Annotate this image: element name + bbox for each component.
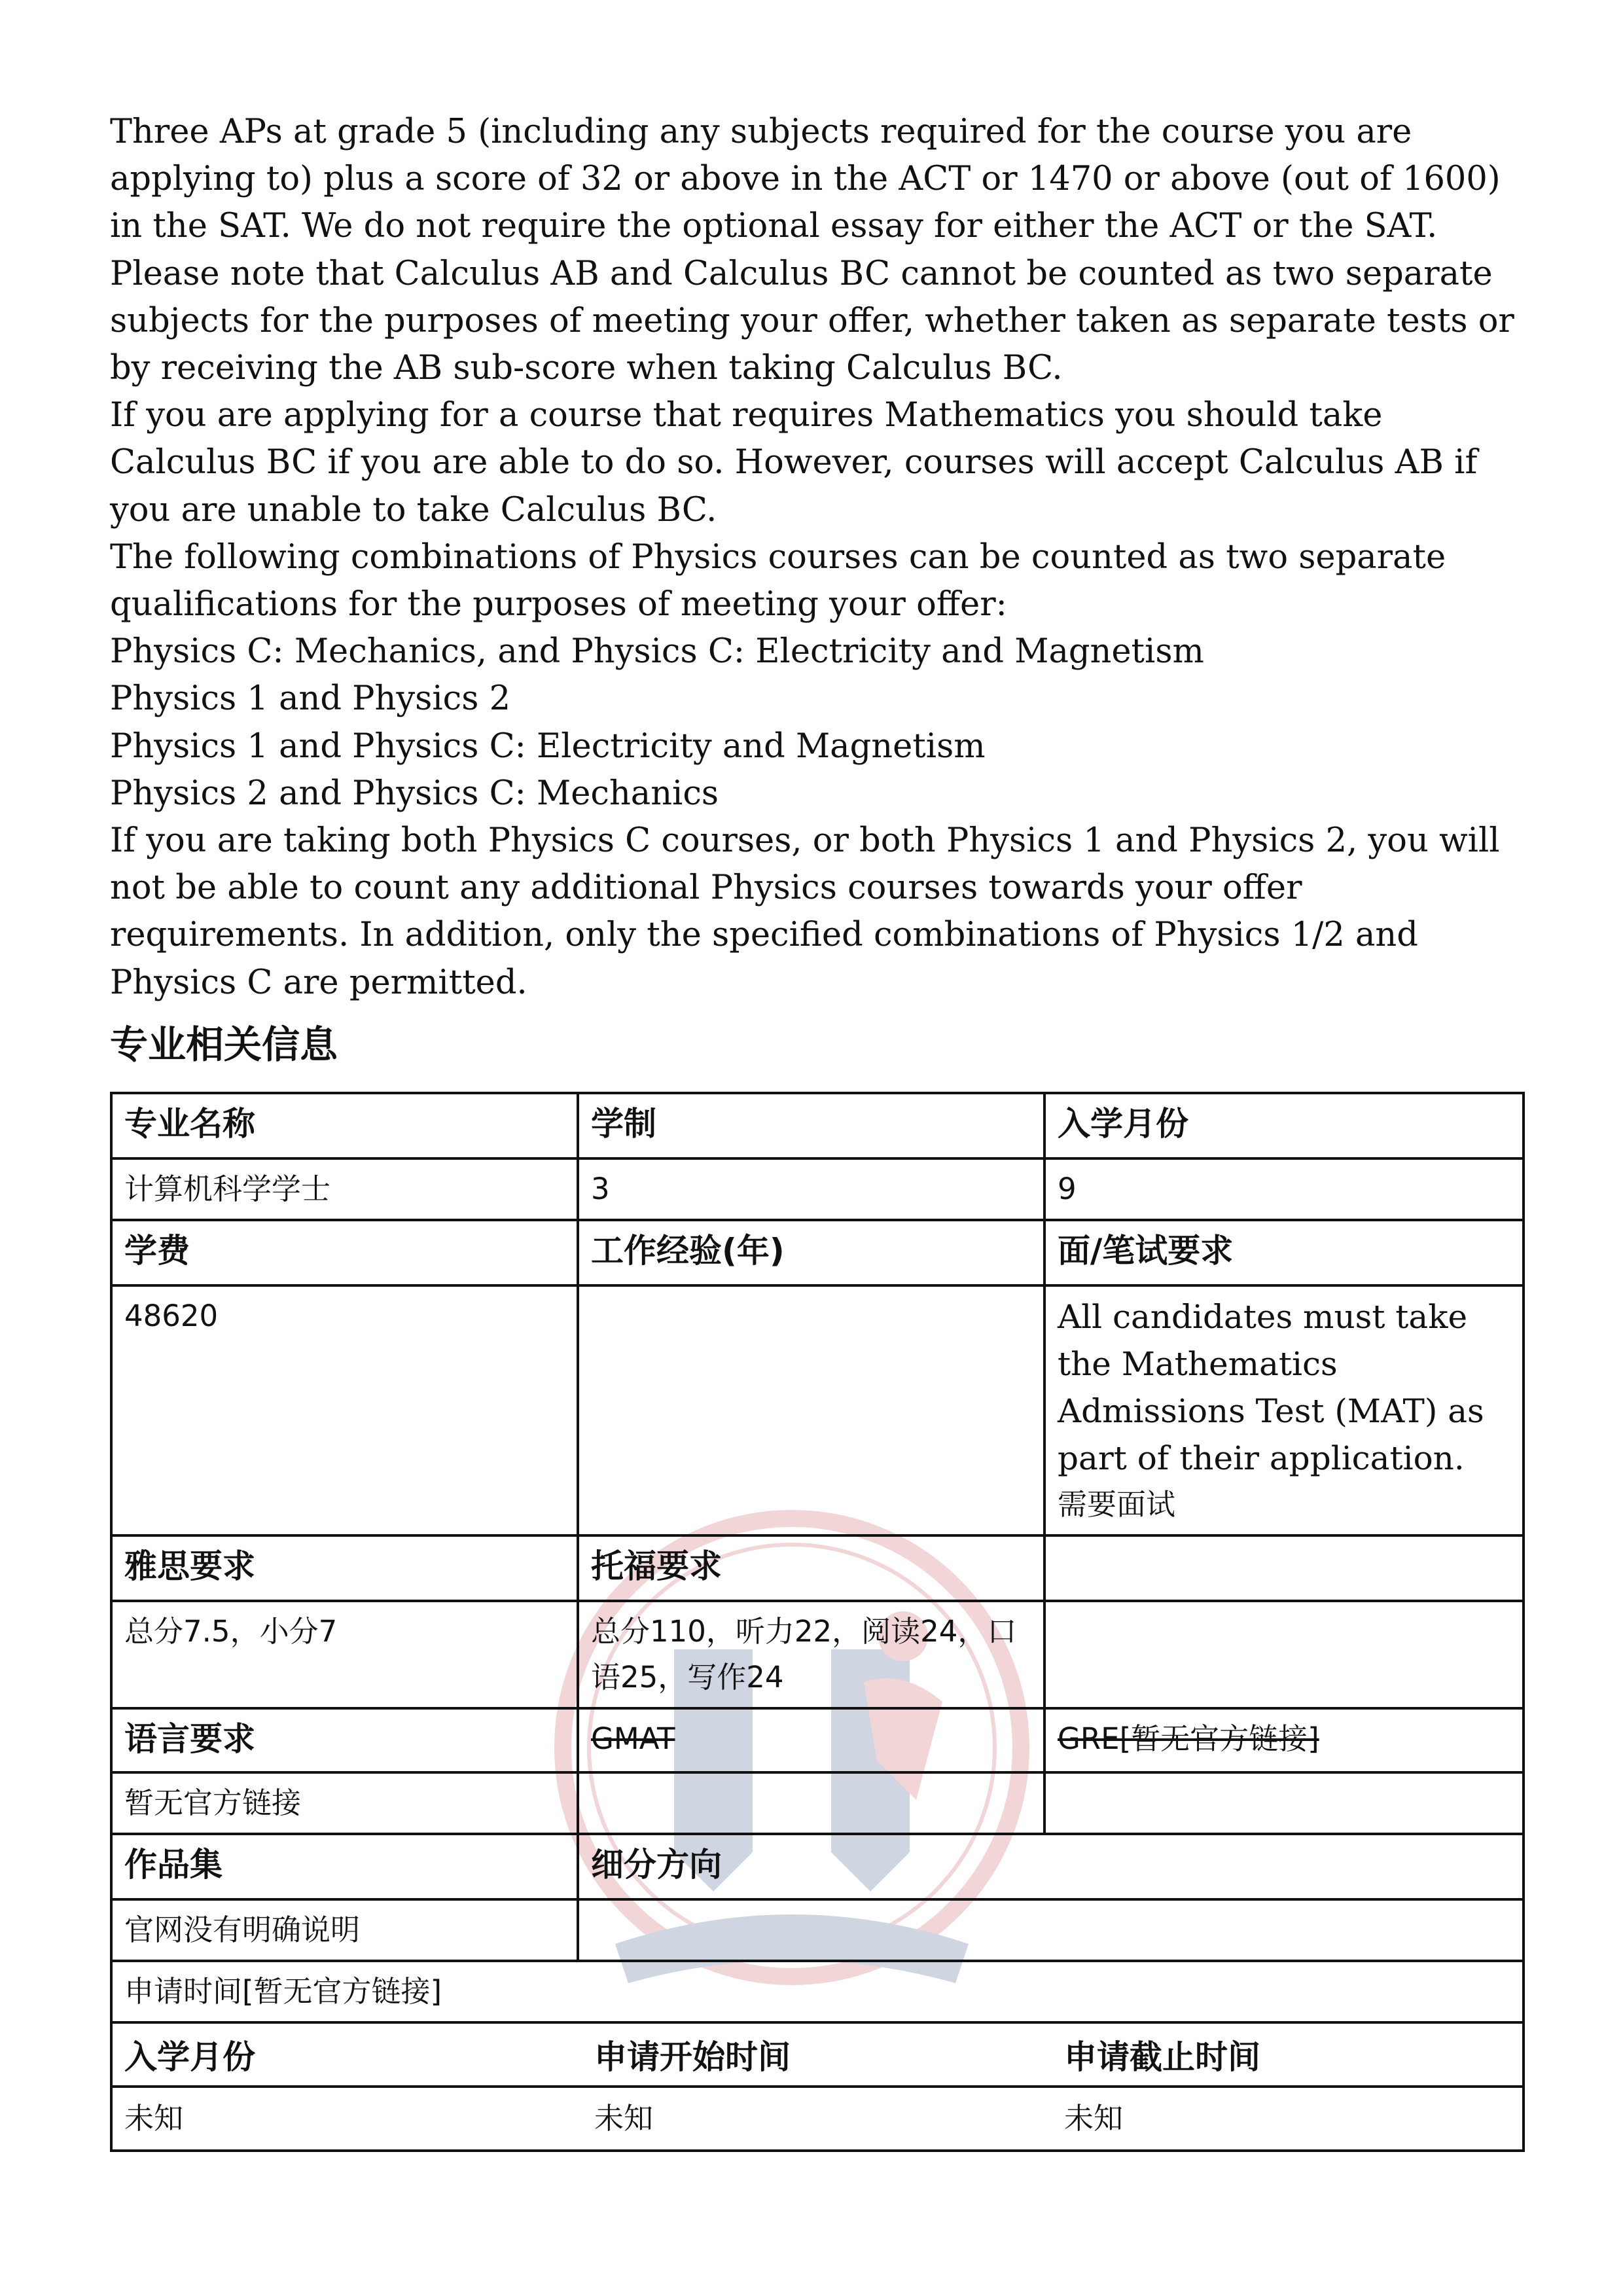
specialization-value [578,1899,1524,1961]
language-label: 语言要求 [111,1708,578,1772]
work-experience-label: 工作经验(年) [578,1220,1044,1285]
interview-requirement-text: All candidates must take the Mathematics Admissions Test (MAT) as part of their application. [1058,1298,1484,1477]
paragraph: Physics C: Mechanics, and Physics C: Electricity and Magnetism [110,632,1204,672]
dates-header-start: 申请开始时间 [582,2024,1052,2087]
interview-label: 面/笔试要求 [1044,1220,1524,1285]
intake-label: 入学月份 [1044,1093,1524,1158]
fee-value: 48620 [111,1285,578,1535]
major-value: 计算机科学学士 [111,1158,578,1220]
interview-value [1044,1285,1524,1535]
dates-value-deadline: 未知 [1064,2101,1124,2136]
paragraph: If you are taking both Physics C courses, or both Physics 1 and Physics 2, you will not be able to count any additional Physics courses towards your offer requirements. In addition, only the specified combinations of Physics 1/2 and Physics C are permitted. [110,821,1500,1002]
fee-label: 学费 [111,1220,578,1285]
dates-header-deadline: 申请截止时间 [1052,2024,1522,2087]
interview-note: 需要面试 [1058,1487,1176,1522]
duration-label: 学制 [578,1093,1044,1158]
toefl-value: 总分110，听力22，阅读24，口语25，写作24 [578,1601,1044,1708]
ielts-label: 雅思要求 [111,1535,578,1601]
empty-cell [1044,1601,1524,1708]
portfolio-label: 作品集 [111,1834,578,1899]
empty-cell [1044,1535,1524,1601]
empty-cell [1044,1772,1524,1834]
application-dates-table [113,2024,1522,2149]
duration-value: 3 [578,1158,1044,1220]
ielts-value: 总分7.5，小分7 [111,1601,578,1708]
gre-label: GRE[暂无官方链接] [1044,1708,1524,1772]
intake-value: 9 [1044,1158,1524,1220]
work-experience-value [578,1285,1044,1535]
program-info-table [110,1092,1525,2152]
application-dates-cell [111,2022,1524,2151]
specialization-label: 细分方向 [578,1834,1524,1899]
entry-requirements-text [110,109,1524,1007]
paragraph: Please note that Calculus AB and Calculus BC cannot be counted as two separate subjects for the purposes of meeting your offer, whether taken as separate tests or by receiving the AB sub-score when taking Calculus BC. [110,254,1514,388]
empty-cell [578,1772,1044,1834]
dates-value-start: 未知 [594,2101,654,2136]
major-label: 专业名称 [111,1093,578,1158]
paragraph: Physics 1 and Physics C: Electricity and Magnetism [110,726,986,766]
dates-header-intake: 入学月份 [113,2024,582,2087]
language-value: 暂无官方链接 [111,1772,578,1834]
paragraph: If you are applying for a course that requires Mathematics you should take Calculus BC if you are able to do so. However, courses will accept Calculus AB if you are unable to take Calculus BC. [110,396,1478,529]
paragraph: Physics 2 and Physics C: Mechanics [110,774,719,813]
paragraph: Physics 1 and Physics 2 [110,679,511,719]
toefl-label: 托福要求 [578,1535,1044,1601]
gmat-label: GMAT [578,1708,1044,1772]
application-time-label: 申请时间[暂无官方链接] [111,1961,1524,2022]
portfolio-value: 官网没有明确说明 [111,1899,578,1961]
paragraph: Three APs at grade 5 (including any subjects required for the course you are applying to) plus a score of 32 or above in the ACT or 1470 or above (out of 1600) in the SAT. We do not require the optional essay for either the ACT or the SAT. [110,113,1501,246]
section-title: 专业相关信息 [110,1022,338,1067]
paragraph: The following combinations of Physics courses can be counted as two separate qualifications for the purposes of meeting your offer: [110,537,1446,624]
dates-value-intake: 未知 [124,2101,184,2136]
